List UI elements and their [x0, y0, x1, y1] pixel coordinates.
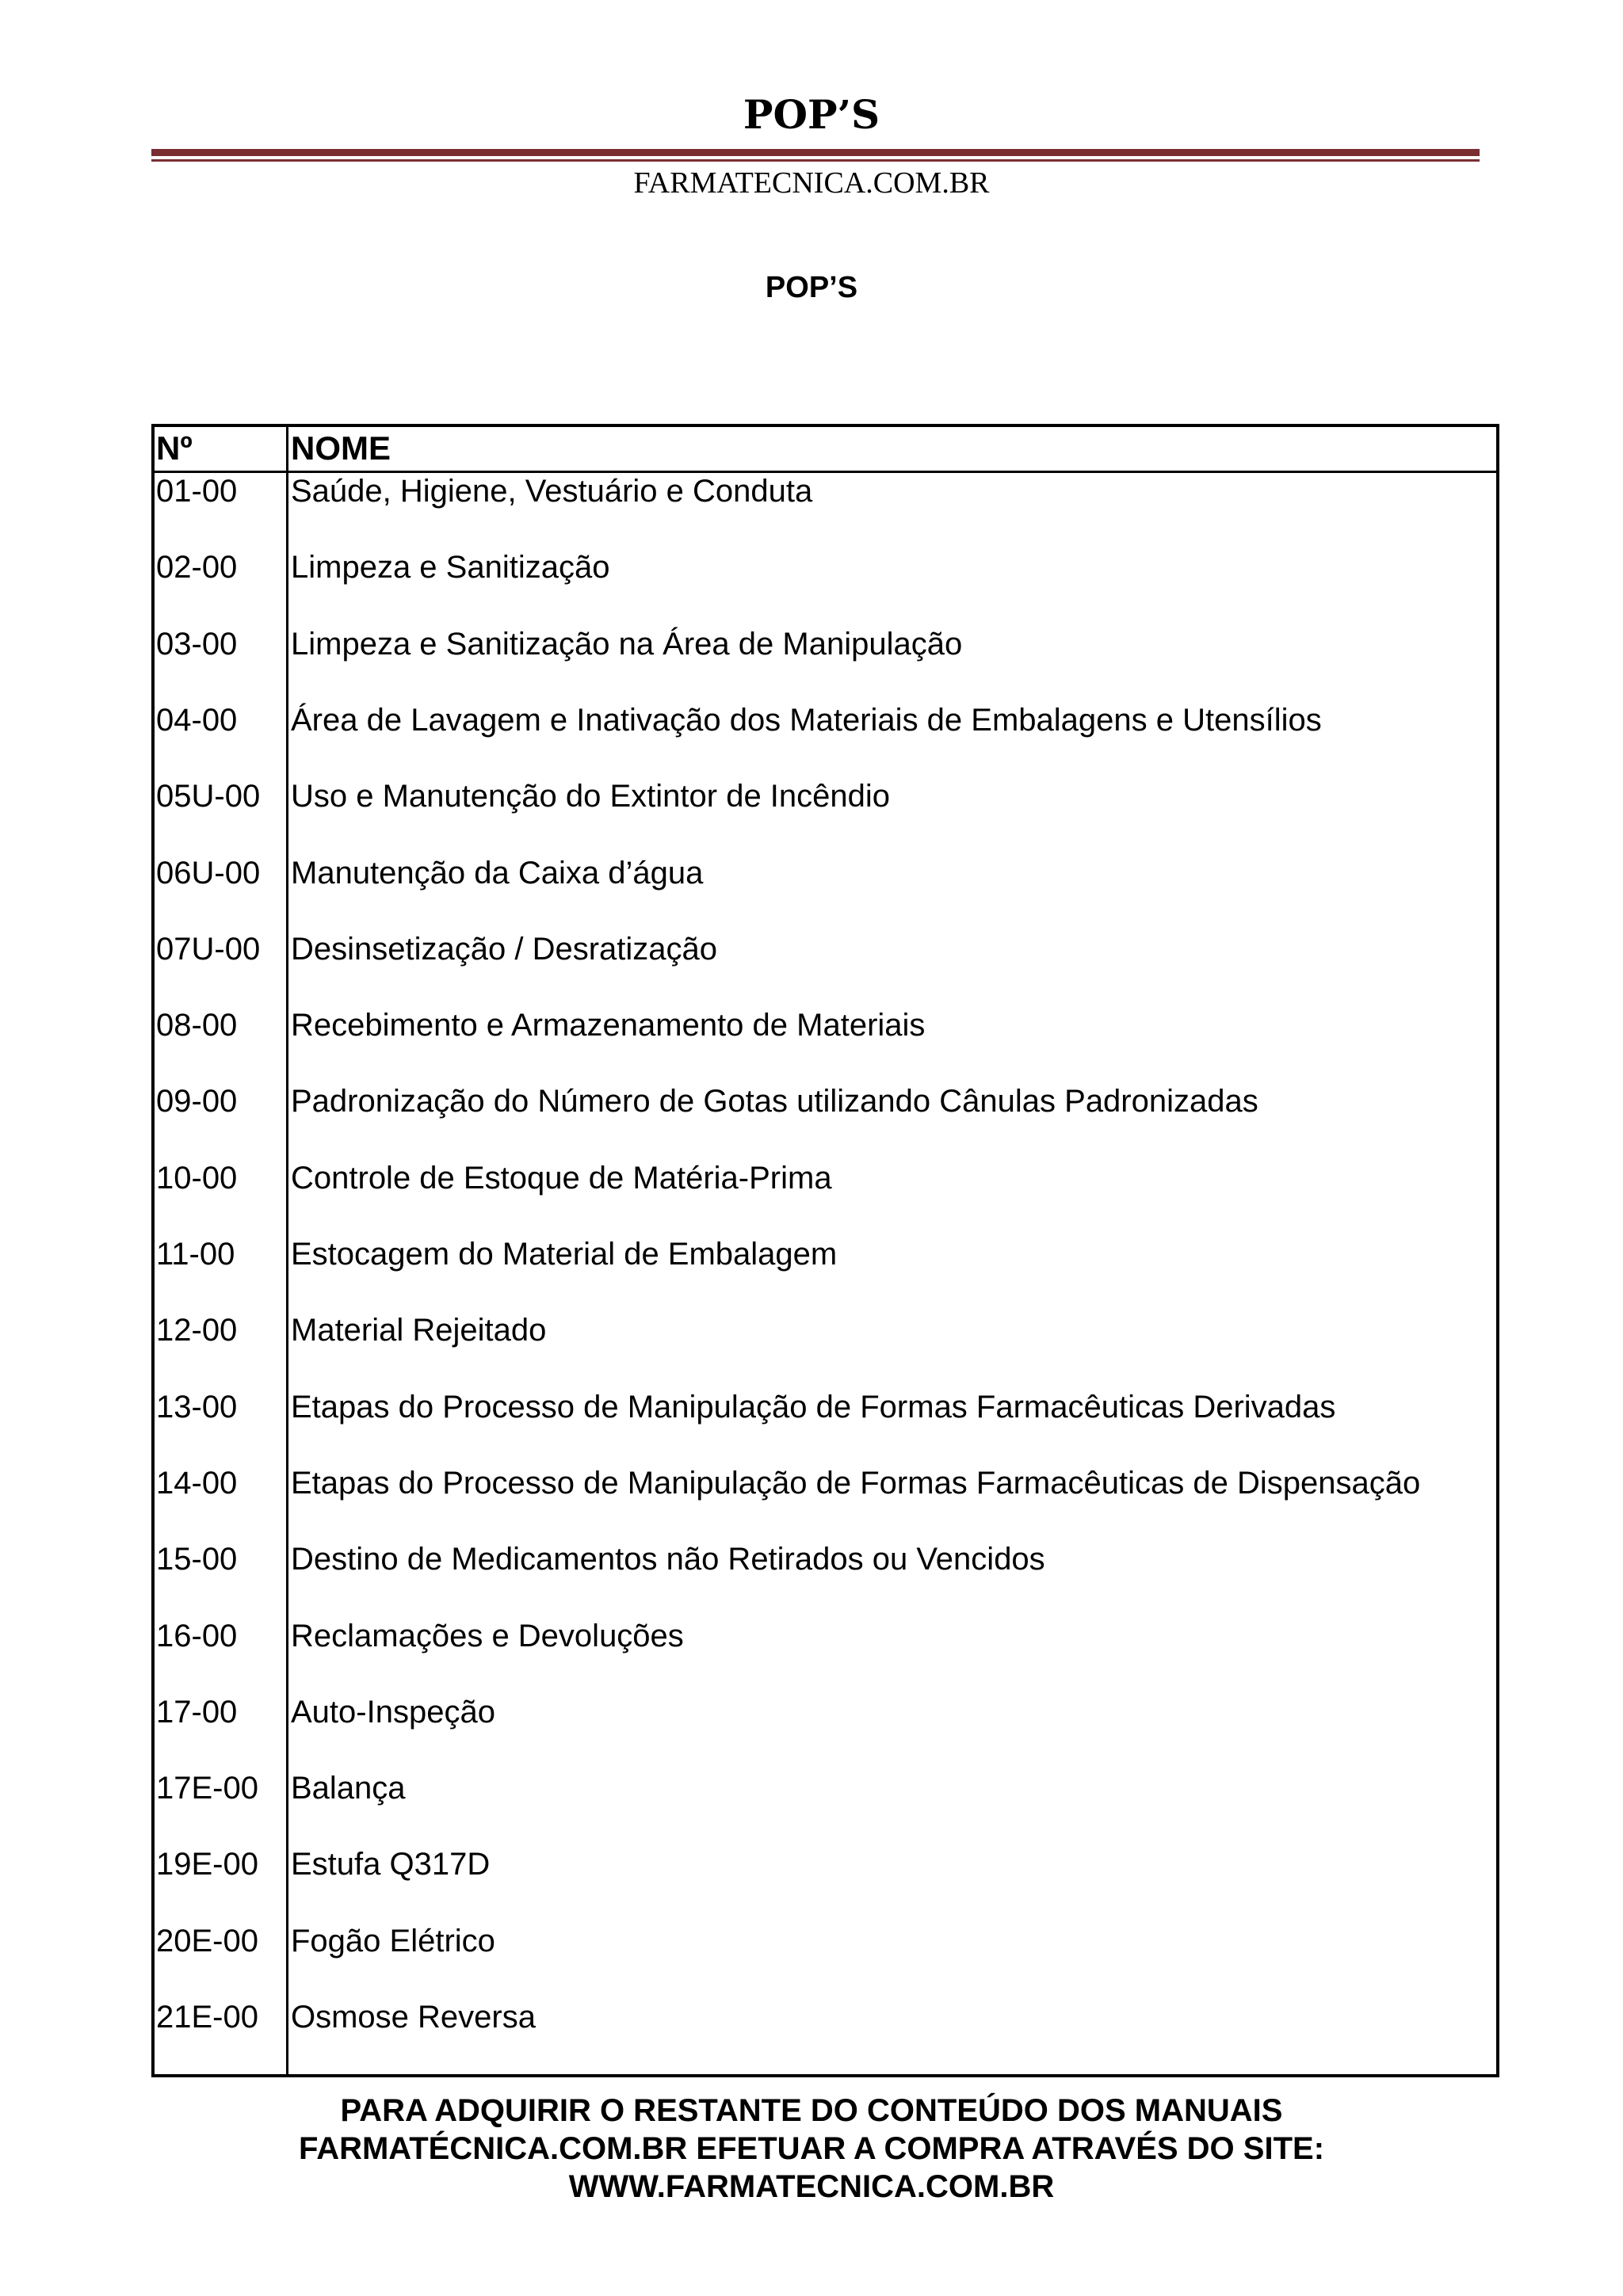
table-cell-number: 09-00: [156, 1084, 238, 1119]
table-cell-number: 17-00: [156, 1695, 238, 1730]
table-cell-name: Fogão Elétrico: [291, 1924, 495, 1958]
table-cell-name: Recebimento e Armazenamento de Materiais: [291, 1008, 926, 1043]
table-cell-name: Padronização do Número de Gotas utilizando Cânulas Padronizadas: [291, 1084, 1258, 1119]
table-cell-name: Limpeza e Sanitização na Área de Manipulação: [291, 627, 963, 662]
table-cell-name: Estufa Q317D: [291, 1847, 491, 1882]
table-cell-number: 20E-00: [156, 1924, 258, 1958]
footer-notice: [0, 2092, 1623, 2206]
pop-table: [151, 424, 1499, 2077]
table-cell-number: 21E-00: [156, 2000, 258, 2035]
table-cell-number: 07U-00: [156, 932, 261, 967]
table-cell-number: 16-00: [156, 1619, 238, 1653]
column-header-name: NOME: [291, 429, 391, 467]
table-cell-name: Estocagem do Material de Embalagem: [291, 1237, 838, 1272]
table-cell-number: 15-00: [156, 1542, 238, 1577]
document-title: POP’S: [765, 271, 858, 304]
table-cell-name: Etapas do Processo de Manipulação de Formas Farmacêuticas de Dispensação: [291, 1466, 1421, 1501]
column-header-number: Nº: [156, 429, 193, 467]
footer-line: PARA ADQUIRIR O RESTANTE DO CONTEÚDO DOS MANUAIS: [340, 2093, 1283, 2128]
table-cell-number: 11-00: [156, 1237, 235, 1272]
table-cell-name: Destino de Medicamentos não Retirados ou Vencidos: [291, 1542, 1045, 1577]
table-cell-number: 17E-00: [156, 1771, 258, 1806]
table-cell-name: Material Rejeitado: [291, 1313, 547, 1348]
table-cell-name: Manutenção da Caixa d’água: [291, 856, 704, 891]
table-cell-name: Auto-Inspeção: [291, 1695, 495, 1730]
table-cell-number: 08-00: [156, 1008, 238, 1043]
header-rule-thick: [151, 149, 1480, 156]
table-body: [155, 427, 1496, 2074]
header-site: FARMATECNICA.COM.BR: [633, 166, 990, 200]
table-cell-name: Etapas do Processo de Manipulação de Formas Farmacêuticas Derivadas: [291, 1390, 1336, 1425]
footer-line: FARMATÉCNICA.COM.BR EFETUAR A COMPRA ATRAVÉS DO SITE:: [298, 2131, 1325, 2166]
table-cell-number: 06U-00: [156, 856, 261, 891]
header-title: POP’S: [743, 91, 880, 138]
table-cell-name: Limpeza e Sanitização: [291, 550, 610, 585]
table-cell-number: 05U-00: [156, 779, 261, 814]
table-cell-number: 19E-00: [156, 1847, 258, 1882]
table-cell-number: 12-00: [156, 1313, 238, 1348]
table-cell-name: Osmose Reversa: [291, 2000, 536, 2035]
table-cell-name: Balança: [291, 1771, 406, 1806]
table-cell-number: 14-00: [156, 1466, 238, 1501]
header-rule-thin: [151, 159, 1480, 162]
table-cell-number: 13-00: [156, 1390, 238, 1425]
table-cell-number: 10-00: [156, 1161, 238, 1196]
table-cell-number: 02-00: [156, 550, 238, 585]
table-cell-name: Uso e Manutenção do Extintor de Incêndio: [291, 779, 891, 814]
footer-line: WWW.FARMATECNICA.COM.BR: [568, 2169, 1055, 2204]
table-cell-name: Reclamações e Devoluções: [291, 1619, 684, 1653]
table-cell-number: 01-00: [156, 474, 238, 509]
table-cell-name: Área de Lavagem e Inativação dos Materiais de Embalagens e Utensílios: [291, 703, 1322, 738]
table-cell-number: 04-00: [156, 703, 238, 738]
table-cell-number: 03-00: [156, 627, 238, 662]
table-cell-name: Desinsetização / Desratização: [291, 932, 718, 967]
table-cell-name: Controle de Estoque de Matéria-Prima: [291, 1161, 832, 1196]
table-cell-name: Saúde, Higiene, Vestuário e Conduta: [291, 474, 813, 509]
